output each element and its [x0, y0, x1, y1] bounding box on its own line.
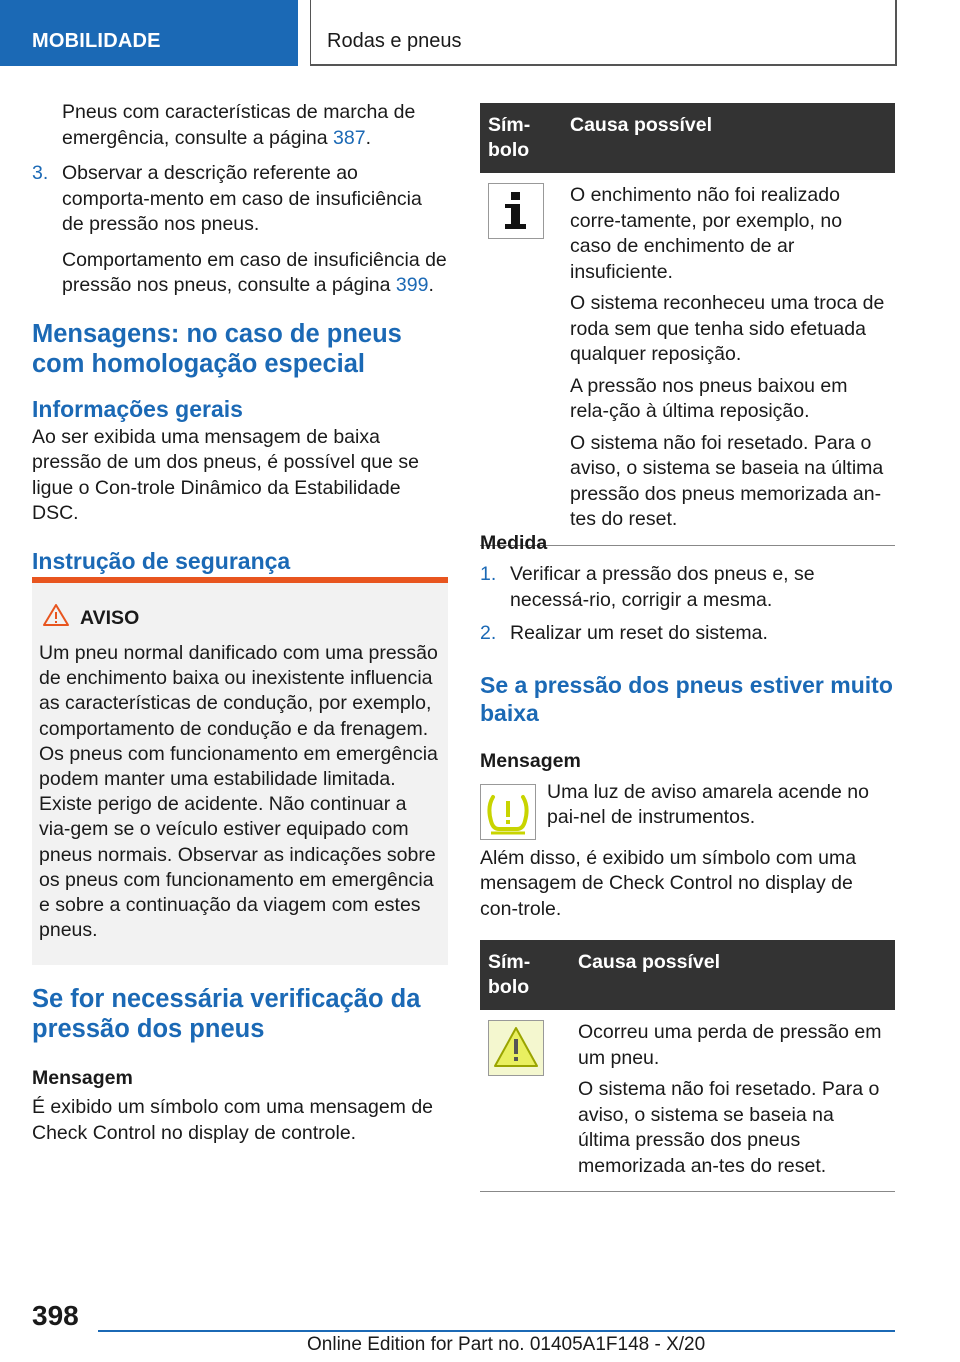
symbol-table-1	[480, 103, 895, 546]
footer-divider	[98, 1330, 895, 1332]
general-info-text: Ao ser exibida uma mensagem de baixa pressão de um dos pneus, é possível que se ligue o Con-trole Dinâmico da Estabilidade DSC.	[32, 425, 419, 524]
message-text: É exibido um símbolo com uma mensagem de Check Control no display de controle.	[32, 1096, 434, 1144]
continued-paragraph: Pneus com características de marcha de emergência, consulte a página 387.	[62, 101, 416, 149]
info-icon	[488, 183, 544, 239]
step-subtext: Comportamento em caso de insuficiência de pressão nos pneus, consulte a página 399.	[62, 248, 447, 296]
page-link-399[interactable]: 399	[395, 274, 429, 296]
table-row	[480, 173, 895, 545]
chapter-label: Rodas e pneus	[327, 30, 462, 52]
heading-general-info: Informações gerais	[32, 395, 243, 422]
col-header-symbol: Sím-bolo	[480, 103, 562, 173]
step-1: 1. Verificar a pressão dos pneus e, se necessá-rio, corrigir a mesma.	[480, 563, 815, 611]
left-column	[32, 100, 448, 575]
table-row	[480, 1010, 895, 1192]
tire-pressure-warning-icon	[480, 784, 536, 840]
footer-edition: Online Edition for Part no. 01405A1F148 - X/20	[307, 1334, 706, 1355]
step-text: Observar a descrição referente ao comporta-mento em caso de insuficiência de pressão nos pneus.	[62, 162, 422, 235]
page-number: 398	[32, 1300, 79, 1331]
col-header-cause: Causa possível	[570, 940, 895, 1010]
warning-text: Um pneu normal danificado com uma pressão de enchimento baixa ou inexistente influencia as características de condução, por exemplo, comportamento de condução e da frenagem. Os pneus com funcionamento em emergência podem manter uma estabilidade limitada. Existe perigo de acidente. Não continuar a via-gem se o veículo estiver equipado com pneus normais. Observar as indicações sobre os pneus com funcionamento em emergência e sobre a continuação da viagem com estes pneus.	[39, 642, 438, 942]
warning-box	[32, 577, 448, 965]
chapter-tab	[310, 0, 897, 66]
heading-measure: Medida	[480, 532, 548, 554]
col-header-cause: Causa possível	[562, 103, 895, 173]
step-3	[32, 161, 448, 299]
right-column-middle	[480, 531, 895, 922]
step-number: 3.	[32, 162, 49, 184]
page-header	[0, 0, 960, 66]
section-label: MOBILIDADE	[32, 30, 161, 52]
step-2: 2. Realizar um reset do sistema.	[480, 622, 768, 644]
heading-low-pressure: Se a pressão dos pneus estiver muito baixa	[480, 671, 893, 726]
col-header-symbol: Sím-bolo	[480, 940, 570, 1010]
page-link-387[interactable]: 387	[333, 126, 366, 149]
cause-cell: Ocorreu uma perda de pressão em um pneu. O sistema não foi resetado. Para o aviso, o sistema se baseia na última pressão dos pneus memorizada an-tes do reset.	[570, 1010, 895, 1192]
warning-triangle-icon	[42, 603, 70, 627]
lamp-text: Uma luz de aviso amarela acende no pai-nel de instrumentos.	[547, 780, 869, 828]
warning-title: AVISO	[80, 607, 140, 629]
symbol-table-2	[480, 940, 895, 1192]
heading-message-2: Mensagem	[480, 749, 581, 772]
section-tab[interactable]	[0, 0, 298, 66]
heading-safety: Instrução de segurança	[32, 547, 291, 574]
lamp-row	[480, 780, 895, 840]
left-column-bottom	[32, 984, 448, 1146]
warning-triangle-icon	[488, 1020, 544, 1076]
heading-message: Mensagem	[32, 1067, 133, 1089]
also-text: Além disso, é exibido um símbolo com uma mensagem de Check Control no display de con-trole.	[480, 846, 857, 920]
cause-cell: O enchimento não foi realizado corre-tamente, por exemplo, no caso de enchimento de ar insuficiente. O sistema reconheceu uma troca de roda sem que tenha sido efetuada qualquer reposição. A pressão nos pneus baixou em rela-ção à última reposição. O sistema não foi resetado. Para o aviso, o sistema se baseia na última pressão dos pneus memorizada an-tes do reset.	[562, 173, 895, 545]
heading-check-pressure: Se for necessária verificação da pressão dos pneus	[32, 985, 421, 1043]
heading-special-tires: Mensagens: no caso de pneus com homologação especial	[32, 319, 402, 378]
